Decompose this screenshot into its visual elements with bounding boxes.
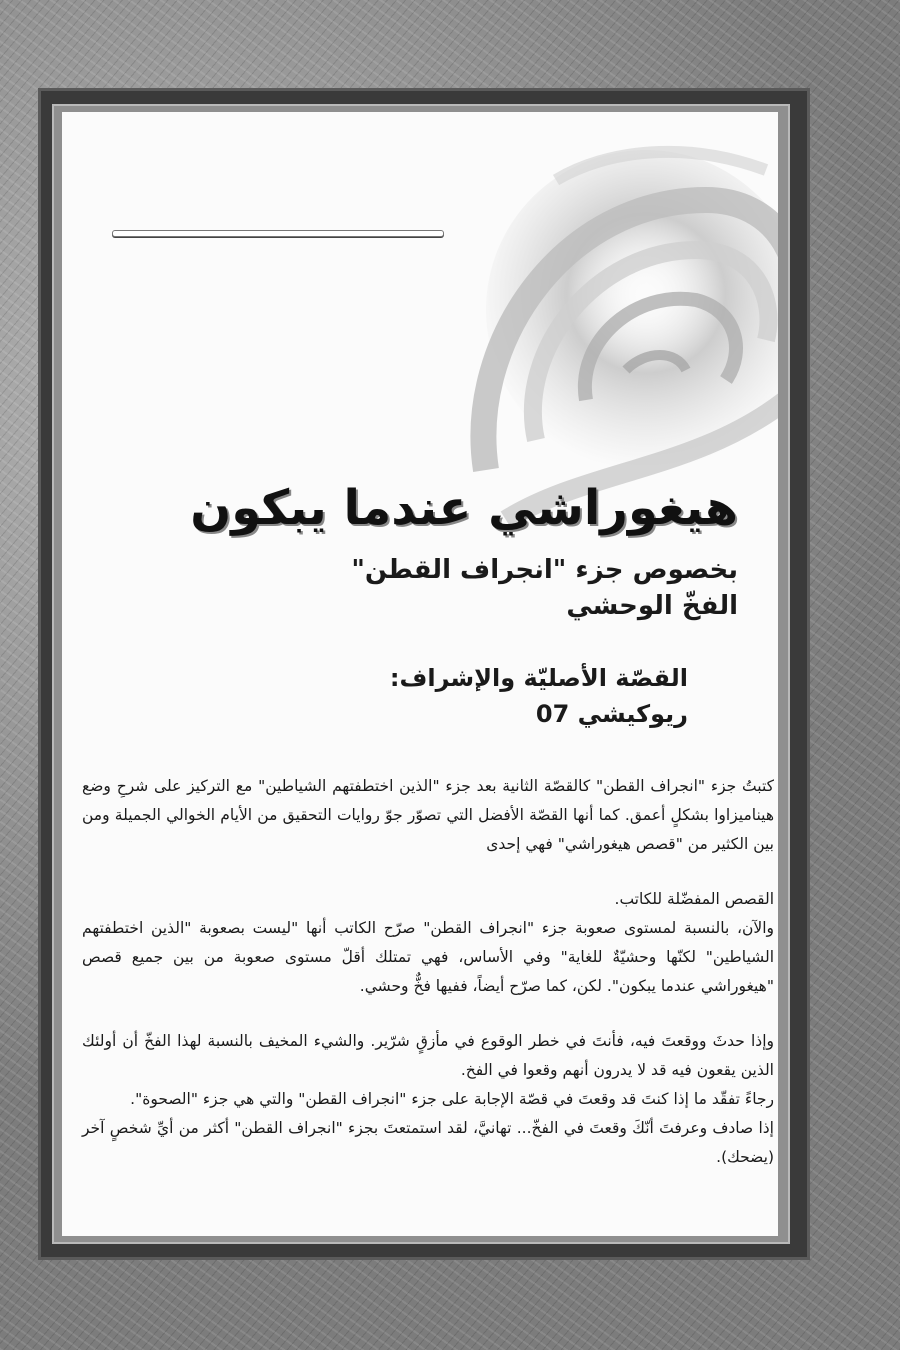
page-title: هيغوراشي عندما يبكون xyxy=(190,480,738,536)
outer-frame xyxy=(38,88,810,1260)
paragraph-4: وإذا حدثَ ووقعتَ فيه، فأنتَ في خطر الوقوع في مأزقٍ شرّير. والشيء المخيف بالنسبة لهذا الفخّ أن أولئك الذين يقعون فيه قد لا يدرون أنهم وقعوا في الفخ. xyxy=(82,1032,774,1079)
credits xyxy=(390,660,688,732)
paragraph-1: كتبتُ جزء "انجراف القطن" كالقصّة الثانية بعد جزء "الذين اختطفتهم الشياطين" مع التركيز على شرحِ وضع هيناميزاوا بشكلٍ أعمق. كما أنها القصّة الأفضل التي تصوّر جوّ روايات التحقيق من الأيام الخوالي الجميلة ومن بين الكثير من "قصص هيغوراشي" فهي إحدى xyxy=(82,777,774,853)
inner-frame xyxy=(52,104,790,1244)
paragraph-5: رجاءً تفقّد ما إذا كنتَ قد وقعتَ في قصّة الإجابة على جزء "انجراف القطن" والتي هي جزء "الصحوة". xyxy=(130,1090,774,1108)
paragraph-2: القصص المفضّلة للكاتب. xyxy=(614,890,774,908)
decorative-rule xyxy=(112,230,444,237)
swirl-decoration xyxy=(446,140,778,530)
paragraph-6: إذا صادف وعرفتَ أنّكَ وقعتَ في الفخّ... تهانيَّ، لقد استمتعتَ بجزء "انجراف القطن" أكثر من أيِّ شخصٍ آخر (يضحك). xyxy=(82,1119,774,1166)
subtitle xyxy=(351,552,738,624)
page xyxy=(62,112,778,1236)
subtitle-line-1: بخصوص جزء "انجراف القطن" xyxy=(351,555,738,585)
body-text xyxy=(82,772,774,1172)
credits-author: ريوكيشي 07 xyxy=(535,700,688,728)
paragraph-3: والآن، بالنسبة لمستوى صعوبة جزء "انجراف القطن" صرّح الكاتب أنها "ليست بصعوبة "الذين اختطفتهم الشياطين" لكنّها وحشيّةٌ للغاية" وفي الأساس، فهي تمتلك أقلّ مستوى صعوبة من بين جميع قصص "هيغوراشي عندما يبكون". لكن، كما صرّح أيضاً، ففيها فخٌّ وحشي. xyxy=(82,919,774,995)
subtitle-line-2: الفخّ الوحشي xyxy=(566,591,738,621)
credits-label: القصّة الأصليّة والإشراف: xyxy=(389,664,688,692)
